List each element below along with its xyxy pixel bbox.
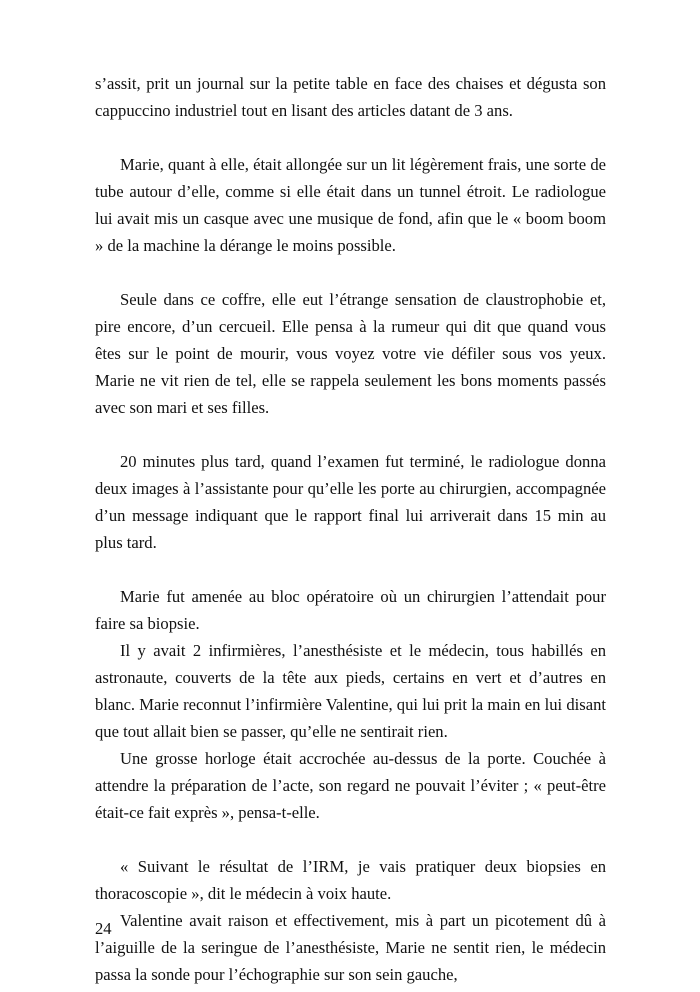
paragraph-6: Il y avait 2 infirmières, l’anesthésiste et le médecin, tous habillés en astronaute, couverts de la tête aux pieds, certains en vert et d’autres en blanc. Marie reconnut l’infirmière Valentine, qui lui prit la main en lui disant que tout allait bien se passer, qu’elle ne sentirait rien.	[95, 641, 606, 741]
paragraph-4: 20 minutes plus tard, quand l’examen fut terminé, le radiologue donna deux images à l’assistante pour qu’elle les porte au chirurgien, accompagnée d’un message indiquant que le rapport final lui arriverait dans 15 min au plus tard.	[95, 452, 606, 552]
paragraph-7: Une grosse horloge était accrochée au-dessus de la porte. Couchée à attendre la préparation de l’acte, son regard ne pouvait l’éviter ; « peut-être était-ce fait exprès », pensa-t-elle.	[95, 749, 606, 822]
paragraph-9: Valentine avait raison et effectivement, mis à part un picotement dû à l’aiguille de la seringue de l’anesthésiste, Marie ne sentit rien, le médecin passa la sonde pour l’échographie sur son sein gauche,	[95, 911, 606, 984]
paragraph-5: Marie fut amenée au bloc opératoire où un chirurgien l’attendait pour faire sa biopsie.	[95, 587, 606, 633]
paragraph-1: s’assit, prit un journal sur la petite table en face des chaises et dégusta son cappuccino industriel tout en lisant des articles datant de 3 ans.	[95, 74, 606, 120]
paragraph-8: « Suivant le résultat de l’IRM, je vais pratiquer deux biopsies en thoracoscopie », dit le médecin à voix haute.	[95, 857, 606, 903]
paragraph-2: Marie, quant à elle, était allongée sur un lit légèrement frais, une sorte de tube autour d’elle, comme si elle était dans un tunnel étroit. Le radiologue lui avait mis un casque avec une musique de fond, afin que le « boom boom » de la machine la dérange le moins possible.	[95, 155, 606, 255]
page-number: 24	[95, 919, 112, 938]
page-body	[95, 70, 606, 988]
paragraph-3: Seule dans ce coffre, elle eut l’étrange sensation de claustrophobie et, pire encore, d’un cercueil. Elle pensa à la rumeur qui dit que quand vous êtes sur le point de mourir, vous voyez votre vie défiler sous vos yeux. Marie ne vit rien de tel, elle se rappela seulement les bons moments passés avec son mari et ses filles.	[95, 290, 606, 417]
